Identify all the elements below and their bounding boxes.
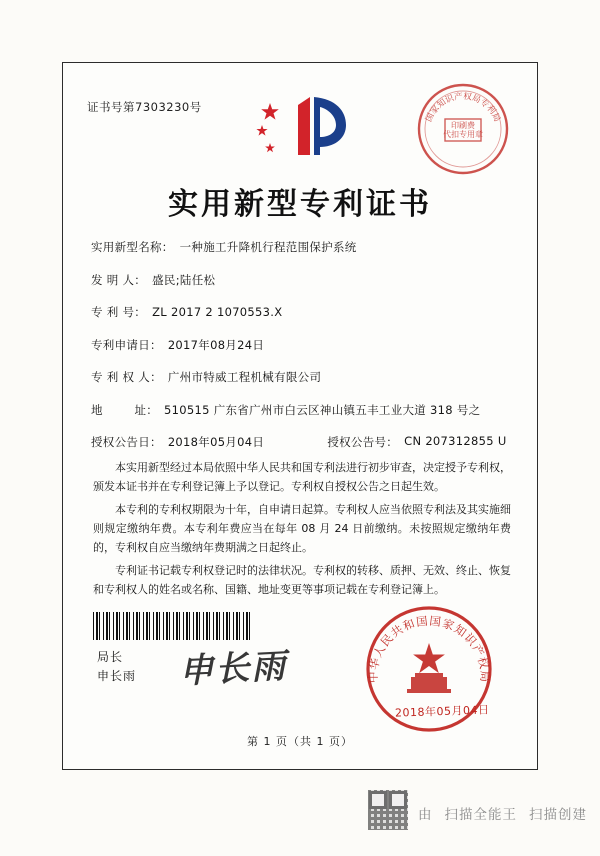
field-row bbox=[91, 239, 513, 255]
document-number: 证书号第7303230号 bbox=[87, 100, 202, 114]
page-indicator: 第 1 页（共 1 页） bbox=[247, 735, 353, 748]
cnipa-logo-icon bbox=[240, 89, 360, 163]
scan-watermark bbox=[0, 786, 600, 832]
field-label: 实用新型名称： bbox=[91, 240, 174, 254]
grant-date-value: 2018年05月04日 bbox=[167, 435, 265, 449]
grant-number-value: CN 207312855 U bbox=[404, 434, 507, 448]
field-value: 盛民;陆任松 bbox=[152, 272, 216, 287]
qr-code-icon bbox=[368, 790, 408, 830]
watermark-text bbox=[418, 803, 587, 823]
seal-date: 2018年05月04日 bbox=[394, 703, 490, 720]
grant-number-label: 授权公告号： bbox=[327, 435, 399, 449]
page-title: 实用新型专利证书 bbox=[168, 187, 432, 222]
field-label: 专利申请日： bbox=[91, 337, 162, 352]
legal-text bbox=[93, 458, 511, 603]
field-list bbox=[91, 239, 513, 456]
official-seal-small bbox=[415, 81, 511, 177]
svg-text:中华人民共和国国家知识产权局: 中华人民共和国国家知识产权局 bbox=[365, 613, 493, 683]
legal-paragraph: 本实用新型经过本局依照中华人民共和国专利法进行初步审查，决定授予专利权，颁发本证书并在专利登记簿上予以登记。专利权自授权公告之日起生效。 bbox=[93, 461, 511, 493]
signature-block bbox=[97, 648, 136, 686]
barcode-bars bbox=[93, 612, 253, 640]
handwritten-signature: 申长雨 bbox=[178, 646, 289, 692]
field-label: 专 利 权 人： bbox=[91, 370, 162, 384]
watermark-app: 扫描全能王 bbox=[444, 807, 517, 823]
field-row bbox=[91, 337, 513, 353]
field-row bbox=[91, 369, 513, 385]
field-row bbox=[91, 402, 513, 418]
watermark-suffix: 扫描创建 bbox=[529, 807, 587, 823]
field-row bbox=[91, 304, 513, 320]
watermark-prefix: 由 bbox=[418, 807, 433, 823]
field-row bbox=[91, 272, 513, 288]
svg-text:国家知识产权局专利局: 国家知识产权局专利局 bbox=[424, 91, 502, 124]
field-value: ZL 2017 2 1070553.X bbox=[152, 305, 283, 319]
field-label: 地 址： bbox=[91, 402, 159, 417]
field-value: 一种施工升降机行程范围保护系统 bbox=[179, 240, 357, 254]
svg-text:代扣专用章: 代扣专用章 bbox=[443, 130, 483, 139]
svg-text:印刷费: 印刷费 bbox=[451, 121, 475, 130]
signature-name: 申长雨 bbox=[97, 669, 137, 683]
field-value: 2017年08月24日 bbox=[167, 337, 265, 352]
barcode bbox=[93, 612, 253, 640]
grant-row bbox=[91, 434, 513, 450]
field-label: 专 利 号： bbox=[91, 305, 147, 319]
legal-paragraph: 专利证书记载专利权登记时的法律状况。专利权的转移、质押、无效、终止、恢复和专利权人的姓名或名称、国籍、地址变更等事项记载在专利登记簿上。 bbox=[93, 564, 511, 596]
certificate-frame bbox=[62, 62, 538, 770]
grant-date-label: 授权公告日： bbox=[91, 435, 162, 449]
field-label: 发 明 人： bbox=[91, 272, 147, 287]
legal-paragraph: 本专利的专利权期限为十年，自申请日起算。专利权人应当依照专利法及其实施细则规定缴纳年费。本专利年费应当在每年 08 月 24 日前缴纳。未按照规定缴纳年费的，专利权自应当缴纳年费期满之日起终止。 bbox=[93, 503, 511, 554]
field-value: 广州市特威工程机械有限公司 bbox=[167, 370, 322, 384]
field-value: 510515 广东省广州市白云区神山镇五丰工业大道 318 号之 bbox=[164, 402, 481, 417]
signature-role: 局长 bbox=[97, 650, 124, 664]
